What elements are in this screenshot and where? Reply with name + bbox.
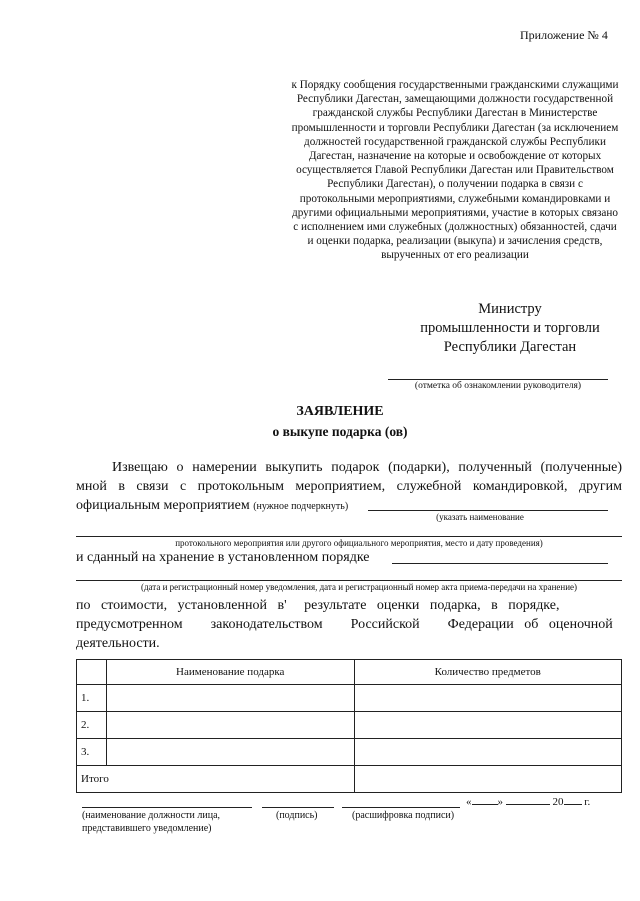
signature-line <box>262 807 334 808</box>
total-label: Итого <box>77 766 355 793</box>
paragraph-line-5: по стоимости, установленной в' результате оценки подарка, в порядке, <box>76 598 560 613</box>
notice-details-line <box>76 580 622 581</box>
gift-qty-cell[interactable] <box>354 739 622 766</box>
gift-name-cell[interactable] <box>106 739 354 766</box>
row-number: 3. <box>77 739 107 766</box>
table-header-qty: Количество предметов <box>354 660 622 685</box>
gift-qty-cell[interactable] <box>354 685 622 712</box>
paragraph-line-4: и сданный на хранение в установленном порядке <box>76 550 370 565</box>
table-header-name: Наименование подарка <box>106 660 354 685</box>
paragraph-line-7: деятельности. <box>76 636 160 651</box>
total-qty-cell[interactable] <box>354 766 622 793</box>
hint-name: (указать наименование <box>436 512 524 522</box>
gift-name-cell[interactable] <box>106 712 354 739</box>
position-caption-line-2: представившего уведомление) <box>82 823 212 834</box>
underline-hint: (нужное подчеркнуть) <box>253 501 349 512</box>
signature-caption: (подпись) <box>276 810 318 821</box>
addressee-block <box>400 300 620 357</box>
table-row <box>77 712 622 739</box>
row-number: 2. <box>77 712 107 739</box>
position-caption <box>82 809 220 835</box>
date-block <box>466 796 590 808</box>
preamble-text: к Порядку сообщения государственными гражданскими служащими Республики Дагестан, замещающими должности государственной гражданской службы Республики Дагестан в Министерстве промышленности и торговли Республики Дагестан (за исключением должностей государственной гражданской службы Республики Дагестан, назначение на которые и освобождение от которых осуществляется Главой Республики Дагестан или Правительством Республики Дагестан), о получении подарка в связи с протокольными мероприятиями, служебными командировками и другими официальными мероприятиями, участие в которых связано с исполнением ими служебных (должностных) обязанностей, сдачи и оценки подарка, реализации (выкупа) и зачисления средств, вырученных от его реализации <box>291 79 619 262</box>
addressee-line-1: Министру <box>478 301 542 317</box>
event-details-caption: протокольного мероприятия или другого официального мероприятия, место и дату проведения) <box>175 538 543 548</box>
gifts-table <box>76 659 622 793</box>
table-total-row <box>77 766 622 793</box>
addressee-line-2: промышленности и торговли <box>420 320 600 336</box>
date-year-field[interactable] <box>564 804 582 805</box>
ack-signature-line <box>388 379 608 380</box>
document-title: ЗАЯВЛЕНИЕ <box>296 404 384 419</box>
table-row <box>77 739 622 766</box>
table-header-row <box>77 660 622 685</box>
decoding-line <box>342 807 460 808</box>
position-line <box>82 807 252 808</box>
paragraph-line-3 <box>76 496 348 516</box>
decoding-caption: (расшифровка подписи) <box>352 810 455 821</box>
storage-line <box>392 563 608 564</box>
paragraph-line-6: предусмотренном законодательством Российской Федерации об оценочной <box>76 617 613 632</box>
notice-details-caption: (дата и регистрационный номер уведомления, дата и регистрационный номер акта приема-передачи на хранение) <box>140 582 578 592</box>
date-month-field[interactable] <box>506 804 550 805</box>
date-day-field[interactable] <box>472 804 498 805</box>
gift-qty-cell[interactable] <box>354 712 622 739</box>
position-caption-line-1: (наименование должности лица, <box>82 810 221 821</box>
gift-event-line <box>368 510 608 511</box>
ack-caption: (отметка об ознакомлении руководителя) <box>414 381 582 391</box>
paragraph-line-1: Извещаю о намерении выкупить подарок (подарки), полученный (полученные) <box>112 460 622 475</box>
row-number: 1. <box>77 685 107 712</box>
paragraph-line-2: мной в связи с протокольным мероприятием, служебной командировкой, другим <box>76 479 622 494</box>
gift-name-cell[interactable] <box>106 685 354 712</box>
date-quote-close: » <box>497 796 503 808</box>
table-header-num <box>77 660 107 685</box>
document-subtitle: о выкупе подарка (ов) <box>272 424 408 439</box>
paragraph-line-3-text: официальным мероприятием <box>76 498 250 513</box>
addressee-line-3: Республики Дагестан <box>443 339 577 355</box>
date-year-prefix: 20 <box>552 796 564 808</box>
event-details-line <box>76 536 622 537</box>
appendix-label: Приложение № 4 <box>520 28 608 42</box>
date-quote-open: « <box>466 796 472 808</box>
table-row <box>77 685 622 712</box>
date-year-suffix: г. <box>584 796 591 808</box>
